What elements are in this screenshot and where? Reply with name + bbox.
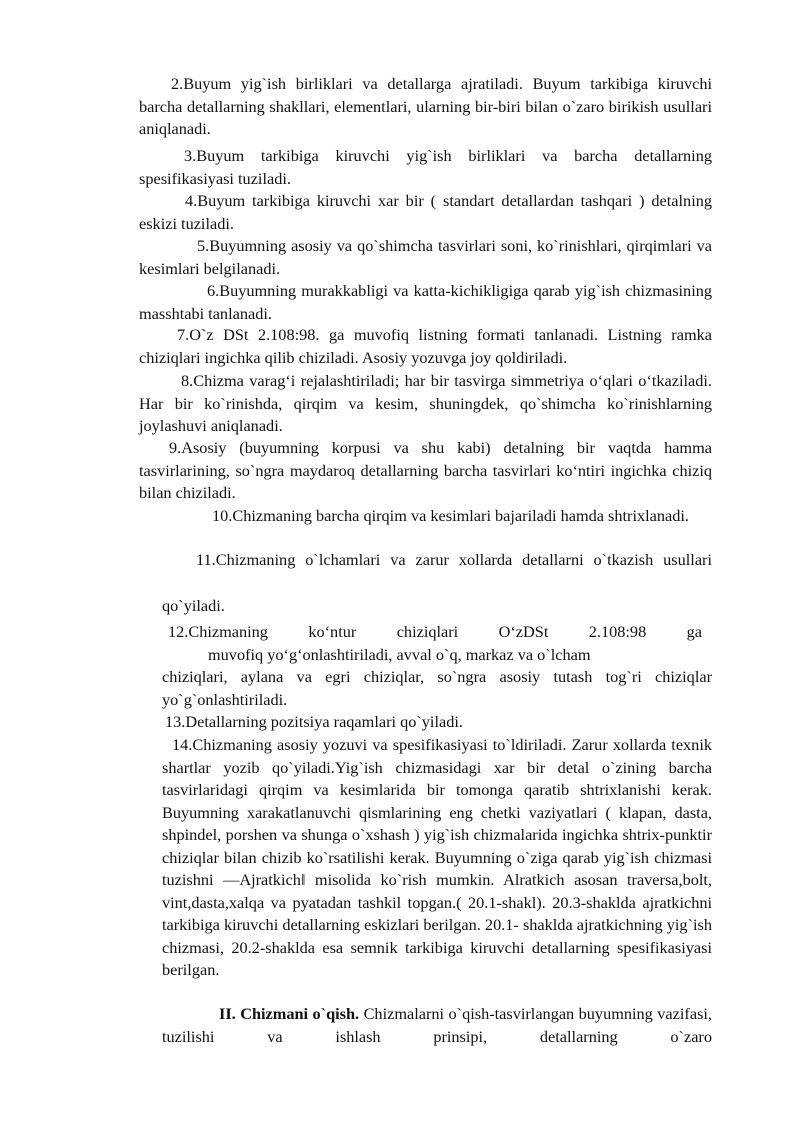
paragraph-4: 4.Buyum tarkibiga kiruvchi xar bir ( standart detallardan tashqari ) detalning eskizi tuziladi.	[139, 191, 712, 233]
paragraph-2: 2.Buyum yig`ish birliklari va detallarga ajratiladi. Buyum tarkibiga kiruvchi barcha detallarning shakllari, elementlari, ularning bir-biri bilan o`zaro birikish usullari aniqlanadi.	[139, 74, 712, 138]
section-2-text: Chizmalarni o`qish-tasvirlangan buyumning vazifasi, tuzilishi va ishlash prinsipi, detallarning o`zaro	[162, 1004, 712, 1046]
paragraph-13: 13.Detallarning pozitsiya raqamlari qo`yiladi.	[165, 712, 463, 731]
paragraph-3: 3.Buyum tarkibiga kiruvchi yig`ish birliklari va barcha detallarning spesifikasiyasi tuziladi.	[139, 146, 712, 188]
section-2-first-line	[162, 1003, 712, 1048]
paragraph-11-line-2: qo`yiladi.	[162, 596, 225, 615]
paragraph-8: 8.Chizma varag‘i rejalashtiriladi; har bir tasvirga simmetriya o‘qlari o‘tkaziladi. Har bir ko`rinishda, qirqim va kesim, shuningdek, qo`shimcha ko`rinishlarning joylashuvi aniqlanadi.	[139, 371, 712, 435]
paragraph-14: 14.Chizmaning asosiy yozuvi va spesifikasiyasi to`ldiriladi. Zarur xollarda texnik shartlar yozib qo`yiladi.Yig`ish chizmasidagi xar bir detal o`zining barcha tasvirlaridagi qirqim va kesimlarida bir tomonga qaratib shtrixlanishi kerak. Buyumning xarakatlanuvchi qismlarining eng chetki vaziyatlari ( klapan, dasta, shpindel, porshen va shunga o`xshash ) yig`ish chizmalarida ingichka shtrix-punktir chiziqlar bilan chizib ko`rsatilishi kerak. Buyumning o`ziga qarab yig`ish chizmasi tuzishni ―Ajratkich‖ misolida ko`rish mumkin. Alratkich asosan traversa,bolt, vint,dasta,xalqa va pyatadan tashkil topgan.( 20.1-shakl). 20.3-shaklda ajratkichni tarkibiga kiruvchi detallarning eskizlari berilgan. 20.1- shaklda ajratkichning yig`ish chizmasi, 20.2-shaklda esa semnik tarkibiga kiruvchi detallarning spesifikasiyasi berilgan.	[162, 735, 712, 979]
section-2-heading: II. Chizmani o`qish.	[219, 1004, 360, 1023]
paragraph-10: 10.Chizmaning barcha qirqim va kesimlari bajariladi hamda shtrixlanadi.	[212, 506, 689, 525]
paragraph-6: 6.Buyumning murakkabligi va katta-kichikligiga qarab yig`ish chizmasining masshtabi tanlanadi.	[139, 281, 712, 323]
paragraph-7: 7.O`z DSt 2.108:98. ga muvofiq listning formati tanlanadi. Listning ramka chiziqlari ingichka qilib chiziladi. Asosiy yozuvga joy qoldiriladi.	[139, 325, 712, 367]
paragraph-12-line-3: chiziqlari, aylana va egri chiziqlar, so`ngra asosiy tutash tog`ri chiziqlar yo`g`onlashtiriladi.	[162, 667, 712, 709]
paragraph-9: 9.Asosiy (buyumning korpusi va shu kabi) detalning bir vaqtda hamma tasvirlarining, so`ngra maydaroq detallarning barcha tasvirlari ko‘ntiri ingichka chiziq bilan chiziladi.	[139, 438, 712, 502]
paragraph-5: 5.Buyumning asosiy va qo`shimcha tasvirlari soni, ko`rinishlari, qirqimlari va kesimlari belgilanadi.	[139, 236, 712, 278]
paragraph-12-line-1: 12.Chizmaning ko‘ntur chiziqlari O‘zDSt 2.108:98 ga	[168, 622, 702, 641]
paragraph-12-line-2: muvofiq yo‘g‘onlashtiriladi, avval o`q, markaz va o`lcham	[208, 645, 591, 664]
paragraph-11-line-1: 11.Chizmaning o`lchamlari va zarur xollarda detallarni o`tkazish usullari	[196, 550, 712, 569]
